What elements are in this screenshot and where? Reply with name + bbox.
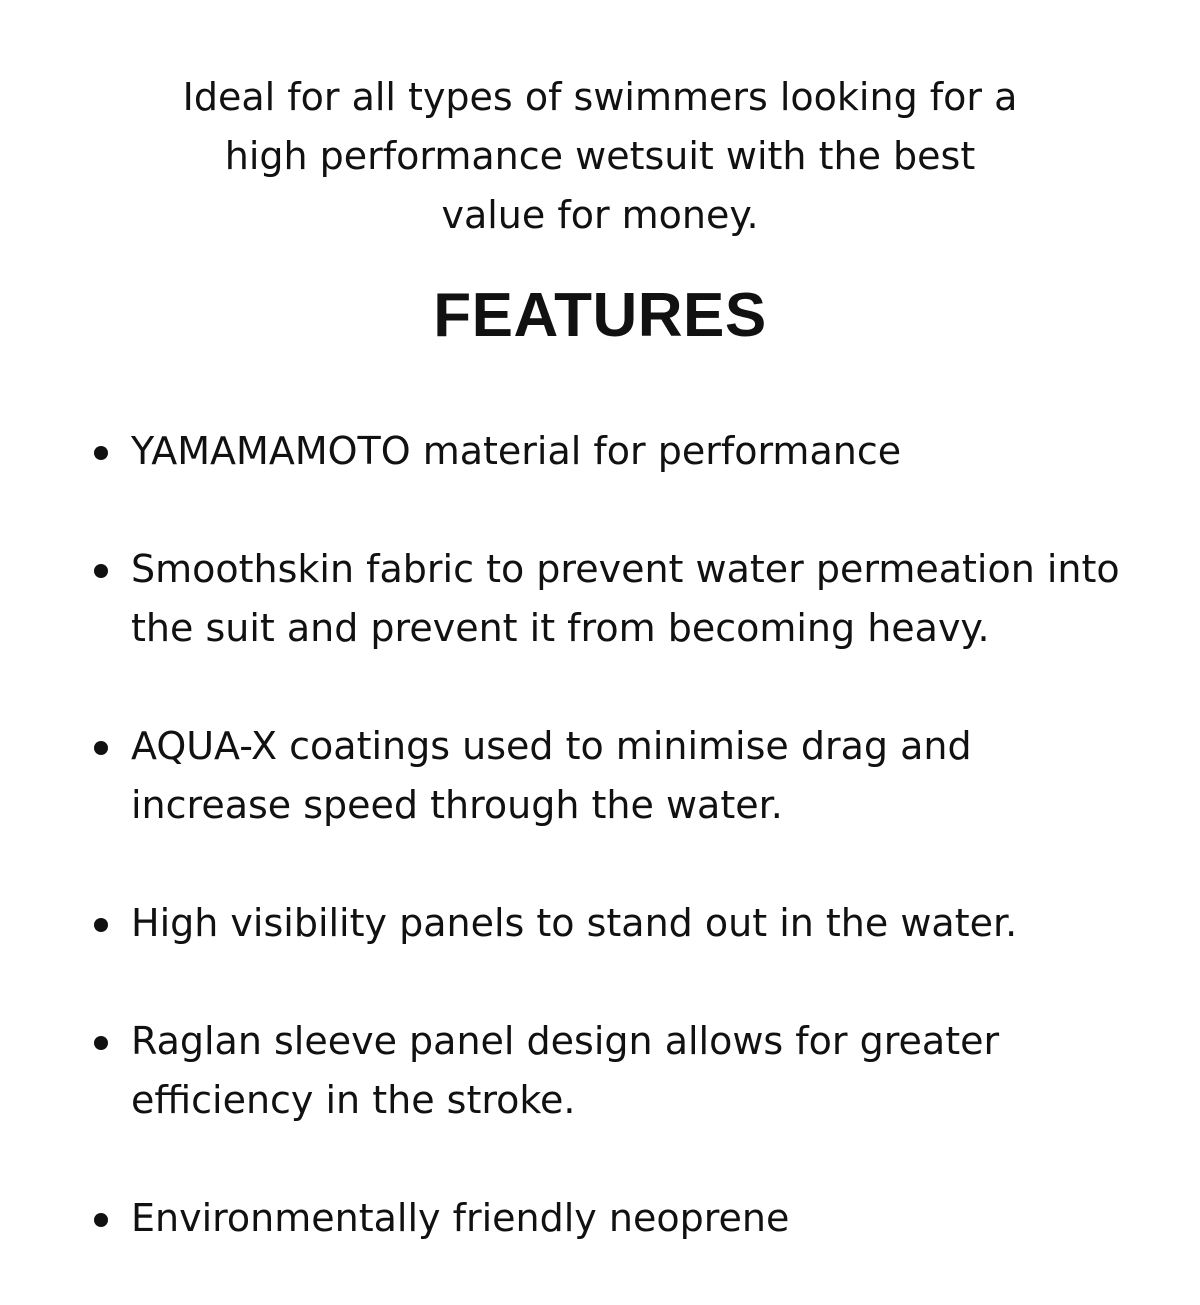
intro-line: value for money. [441, 193, 759, 237]
feature-text: Smoothskin fabric to prevent water permeation into [131, 547, 1120, 591]
bullet-icon [94, 564, 108, 578]
bullet-icon [94, 918, 108, 932]
intro-paragraph [150, 68, 1050, 245]
bullet-icon [94, 1036, 108, 1050]
feature-text: YAMAMAMOTO material for performance [131, 429, 902, 473]
feature-text: increase speed through the water. [131, 783, 783, 827]
feature-text: AQUA-X coatings used to minimise drag and [131, 724, 972, 768]
feature-text: High visibility panels to stand out in the water. [131, 901, 1018, 945]
bullet-icon [94, 1213, 108, 1227]
intro-line: high performance wetsuit with the best [224, 134, 976, 178]
feature-text: Environmentally friendly neoprene [131, 1196, 790, 1240]
bullet-icon [94, 741, 108, 755]
intro-line: Ideal for all types of swimmers looking for a [182, 75, 1018, 119]
bullet-icon [94, 446, 108, 460]
feature-text: Raglan sleeve panel design allows for greater [131, 1019, 1000, 1063]
feature-text: the suit and prevent it from becoming heavy. [131, 606, 990, 650]
features-heading: FEATURES [433, 281, 767, 350]
feature-text: efficiency in the stroke. [131, 1078, 576, 1122]
